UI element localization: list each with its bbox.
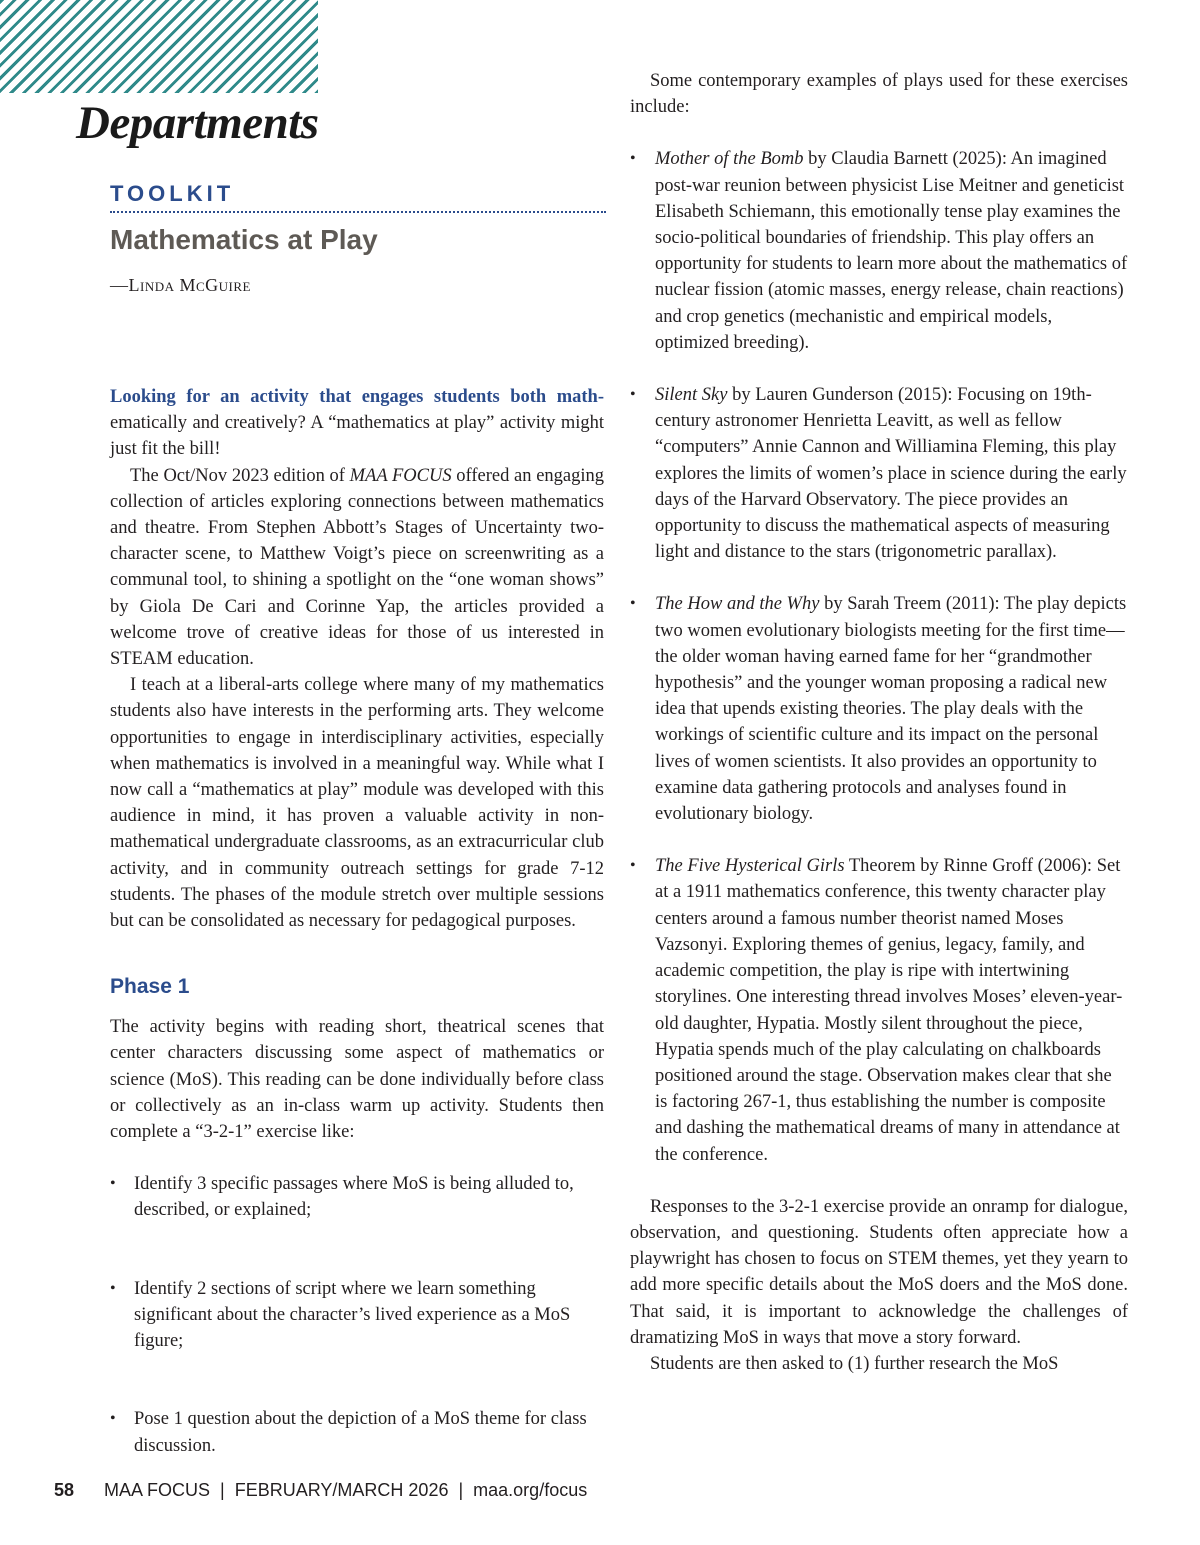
publication-name: MAA FOCUS — [349, 465, 452, 486]
article-title: Mathematics at Play — [110, 224, 378, 255]
paragraph-text: The Oct/Nov 2023 edition of — [130, 465, 350, 486]
play-description: Theorem by Rinne Groff (2006): Set at a 1911 mathematics conference, this twenty character play centers around a famous number theorist named Moses Vazsonyi. Exploring themes of genius, legacy, family, and academic competition, the play is ripe with intertwining storylines. One interesting thread involves Moses’ eleven-year-old daughter, Hypatia. Mostly silent throughout the piece, Hypatia spends much of the play calculating on chalkboards positioned around the stage. Observation makes clear that she is factoring 267-1, thus establishing the number is composite and dashing the mathematical dreams of many in attendance at the conference. — [655, 856, 1123, 1165]
play-description: by Lauren Gunderson (2015): Focusing on 19th-century astronomer Henrietta Leavitt, as well as fellow “computers” Annie Cannon and Williamina Fleming, this play explores the limits of women’s place in science during the early days of the Harvard Observatory. The piece provides an opportunity to discuss the mathematical aspects of measuring light and distance to the stars (trigonometric parallax). — [655, 385, 1127, 563]
paragraph-teaching: I teach at a liberal-arts college where many of my mathematics students also have interests in the performing arts. They welcome opportunities to engage in interdisciplinary activities, especially when mathematics is involved in a meaningful way. While what I now call a “mathematics at play” module was developed with this audience in mind, it has proven a valuable activity in non-mathematical undergraduate classrooms, as an extracurricular club activity, and in community outreach settings for grade 7-12 students. The phases of the module stretch over multiple sessions but can be consolidated as necessary for pedagogical purposes. — [110, 675, 604, 932]
issue-date: FEBRUARY/MARCH 2026 — [234, 1480, 449, 1500]
toolkit-kicker: TOOLKIT — [110, 181, 606, 213]
list-item: • Identify 3 specific passages where MoS is being alluded to, described, or explained; — [110, 1171, 604, 1223]
paragraph-continued: Students are then asked to (1) further research the MoS — [650, 1353, 1059, 1374]
play-title: The How and the Why — [655, 594, 820, 615]
right-column — [630, 68, 1128, 1377]
list-item — [630, 382, 1128, 565]
list-item — [630, 146, 1128, 356]
intro-paragraph — [110, 384, 604, 463]
section-heading: Departments — [76, 97, 319, 149]
play-title: Silent Sky — [655, 385, 728, 406]
decorative-stripes — [0, 0, 318, 93]
paragraph-phase1: The activity begins with reading short, theatrical scenes that center characters discussing some aspect of mathematics or science (MoS). This reading can be done individually before class or collectively as an in-class warm up activity. Students then complete a “3-2-1” exercise like: — [110, 1017, 604, 1143]
page-footer — [54, 1480, 587, 1501]
list-item: • Identify 2 sections of script where we learn something significant about the character’s lived experience as a MoS figure; — [110, 1276, 604, 1355]
phase-heading: Phase 1 — [110, 975, 190, 999]
play-description: by Sarah Treem (2011): The play depicts two women evolutionary biologists meeting for the first time—the older woman having earned fame for her “grandmother hypothesis” and the younger woman proposing a radical new idea that upends existing theories. The play deals with the workings of scientific culture and its impact on the personal lives of women scientists. It also provides an opportunity to examine data gathering protocols and analyses found in evolutionary biology. — [655, 594, 1127, 825]
list-item: • Pose 1 question about the depiction of a MoS theme for class discussion. — [110, 1406, 604, 1458]
website-link[interactable]: maa.org/focus — [473, 1480, 588, 1500]
intro-rest: ematically and creatively? A “mathematics at play” activity might just fit the bill! — [110, 413, 604, 460]
paragraph-examples-intro: Some contemporary examples of plays used for these exercises include: — [630, 71, 1128, 118]
exercise-list — [110, 1171, 604, 1458]
play-title: Mother of the Bomb — [655, 149, 804, 170]
paragraph-maa-focus — [110, 463, 604, 673]
play-description: by Claudia Barnett (2025): An imagined post-war reunion between physicist Lise Meitner and geneticist Elisabeth Schiemann, this emotionally tense play examines the socio-political boundaries of friendship. This play offers an opportunity for students to learn more about the mathematics of nuclear fission (atomic masses, energy release, chain reactions) and crop genetics (mechanistic and empirical models, optimized breeding). — [655, 149, 1128, 353]
footer-separator: | — [220, 1480, 225, 1500]
list-item — [630, 853, 1128, 1167]
paragraph-text: offered an engaging collection of articles exploring connections between mathematics and theatre. From Stephen Abbott’s Stages of Uncertainty two-character scene, to Matthew Voigt’s piece on screenwriting as a communal tool, to shining a spotlight on the “one woman shows” by Giola De Cari and Corinne Yap, the articles provided a welcome trove of creative ideas for those of us interested in STEAM education. — [110, 465, 604, 670]
left-column — [110, 384, 604, 1459]
intro-lead: Looking for an activity that engages students both math- — [110, 387, 604, 407]
list-item — [630, 591, 1128, 827]
byline: —Linda McGuire — [110, 275, 251, 295]
paragraph-responses: Responses to the 3-2-1 exercise provide an onramp for dialogue, observation, and questioning. Students often appreciate how a playwright has chosen to focus on STEM themes, yet they yearn to add more specific details about the MoS doers and the MoS done. That said, it is important to acknowledge the challenges of dramatizing MoS in ways that move a story forward. — [630, 1196, 1128, 1348]
page-number: 58 — [54, 1480, 75, 1500]
footer-separator: | — [458, 1480, 464, 1500]
plays-list — [630, 146, 1128, 1167]
play-title: The Five Hysterical Girls — [655, 856, 845, 877]
publication-title: MAA FOCUS — [104, 1480, 211, 1500]
